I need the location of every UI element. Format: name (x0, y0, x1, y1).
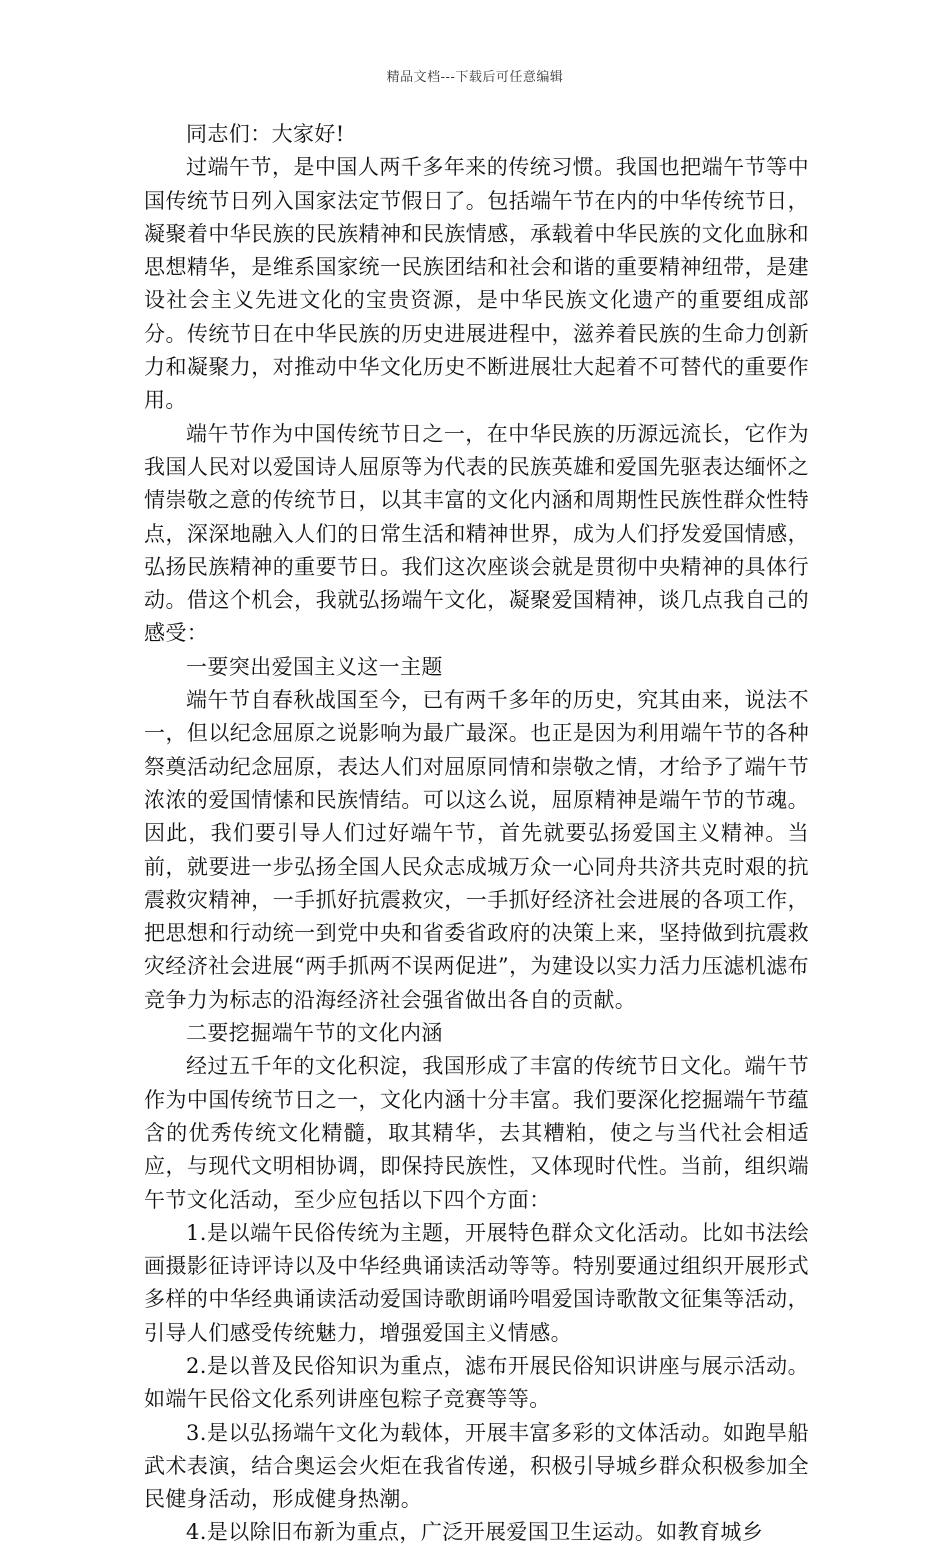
section-heading-1: 一要突出爱国主义这一主题 (186, 654, 443, 679)
list-item-2: 2.是以普及民俗知识为重点，滤布开展民俗知识讲座与展示活动。如端午民俗文化系列讲座包粽子竞赛等等。 (144, 1353, 809, 1412)
list-item-3: 3.是以弘扬端午文化为载体，开展丰富多彩的文体活动。如跑旱船武术表演，结合奥运会火炬在我省传递，积极引导城乡群众积极参加全民健身活动，形成健身热潮。 (144, 1420, 809, 1512)
list-item-4: 4.是以除旧布新为重点，广泛开展爱国卫生运动。如教育城乡 (186, 1520, 764, 1545)
body-paragraph: 端午节作为中国传统节日之一，在中华民族的历源远流长，它作为我国人民对以爱国诗人屈原等为代表的民族英雄和爱国先驱表达缅怀之情崇敬之意的传统节日，以其丰富的文化内涵和周期性民族性群众性特点，深深地融入人们的日常生活和精神世界，成为人们抒发爱国情感，弘扬民族精神的重要节日。我们这次座谈会就是贯彻中央精神的具体行动。借这个机会，我就弘扬端午文化，凝聚爱国精神，谈几点我自己的感受： (144, 421, 809, 646)
document-body (144, 118, 809, 1550)
intro-paragraph: 过端午节，是中国人两千多年来的传统习惯。我国也把端午节等中国传统节日列入国家法定节假日了。包括端午节在内的中华传统节日，凝聚着中华民族的民族精神和民族情感，承载着中华民族的文化血脉和思想精华，是维系国家统一民族团结和社会和谐的重要精神纽带，是建设社会主义先进文化的宝贵资源，是中华民族文化遗产的重要组成部分。传统节日在中华民族的历史进展进程中，滋养着民族的生命力创新力和凝聚力，对推动中华文化历史不断进展壮大起着不可替代的重要作用。 (144, 155, 809, 413)
body-paragraph: 端午节自春秋战国至今，已有两千多年的历史，究其由来，说法不一，但以纪念屈原之说影响为最广最深。也正是因为利用端午节的各种祭奠活动纪念屈原，表达人们对屈原同情和崇敬之情，才给予了端午节浓浓的爱国情愫和民族情结。可以这么说，屈原精神是端午节的节魂。因此，我们要引导人们过好端午节，首先就要弘扬爱国主义精神。当前，就要进一步弘扬全国人民众志成城万众一心同舟共济共克时艰的抗震救灾精神，一手抓好抗震救灾，一手抓好经济社会进展的各项工作，把思想和行动统一到党中央和省委省政府的决策上来，坚持做到抗震救灾经济社会进展“两手抓两不误两促进”，为建设以实力活力压滤机滤布竞争力为标志的沿海经济社会强省做出各自的贡献。 (144, 688, 809, 1012)
list-item-1: 1.是以端午民俗传统为主题，开展特色群众文化活动。比如书法绘画摄影征诗评诗以及中华经典诵读活动等等。特别要通过组织开展形式多样的中华经典诵读活动爱国诗歌朗诵吟唱爱国诗歌散文征集等活动，引导人们感受传统魅力，增强爱国主义情感。 (144, 1220, 809, 1345)
section-heading-2: 二要挖掘端午节的文化内涵 (186, 1021, 443, 1046)
greeting-paragraph: 同志们：大家好! (186, 122, 345, 146)
page-header: 精品文档---下载后可任意编辑 (386, 70, 564, 85)
body-paragraph: 经过五千年的文化积淀，我国形成了丰富的传统节日文化。端午节作为中国传统节日之一，文化内涵十分丰富。我们要深化挖掘端午节蕴含的优秀传统文化精髓，取其精华，去其糟粕，使之与当代社会相适应，与现代文明相协调，即保持民族性，又体现时代性。当前，组织端午节文化活动，至少应包括以下四个方面： (144, 1054, 809, 1212)
